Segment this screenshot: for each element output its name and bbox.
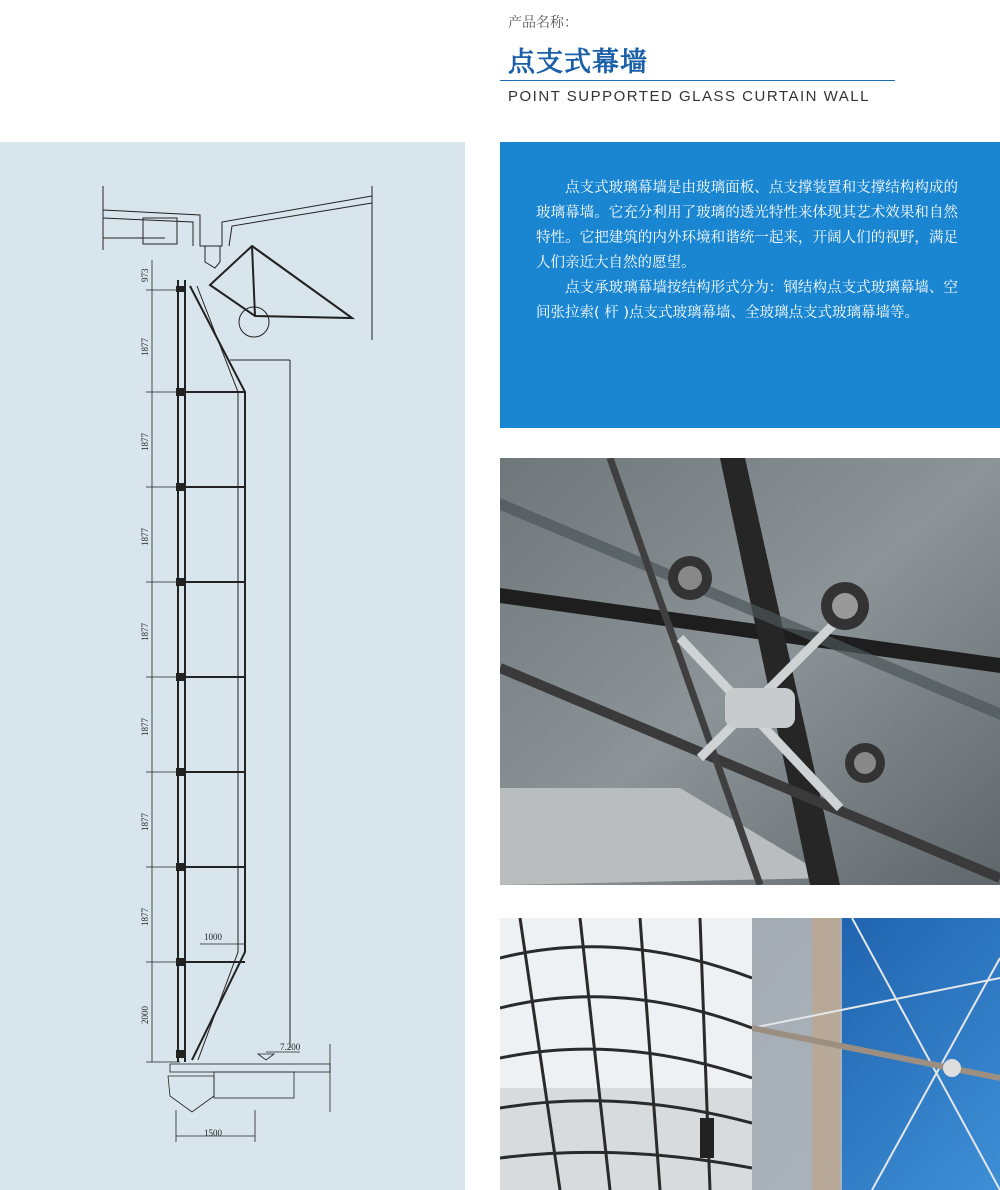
dim-label-9: 2000 [140,1006,150,1024]
spider-fitting-photo [500,458,1000,885]
dim-label-6: 1877 [140,718,150,736]
description-paragraph-1: 点支式玻璃幕墙是由玻璃面板、点支撑装置和支撑结构构成的玻璃幕墙。它充分利用了玻璃的透光特性来体现其艺术效果和自然特性。它把建筑的内外环境和谐统一起来，开阔人们的视野，满足人们亲近大自然的愿望。 [536,180,958,271]
base-label: 1500 [204,1128,222,1138]
product-subtitle: POINT SUPPORTED GLASS CURTAIN WALL [508,88,870,105]
dim-label-3: 1877 [140,433,150,451]
dim-label-1: 973 [140,268,150,282]
dim-label-2: 1877 [140,338,150,356]
glass-dome-photo [500,918,752,1190]
dim-label-7: 1877 [140,813,150,831]
description-box [500,142,1000,428]
product-label: 产品名称： [508,15,578,31]
elevation-label: 7.200 [280,1042,301,1052]
section-drawing [0,142,465,1190]
description-paragraph-2: 点支承玻璃幕墙按结构形式分为：钢结构点支式玻璃幕墙、空间张拉索( 杆 )点支式玻璃幕墙、全玻璃点支式玻璃幕墙等。 [536,280,958,321]
cable-wall-photo [752,918,1000,1190]
product-title: 点支式幕墙 [508,47,648,78]
dim-label-8: 1877 [140,908,150,926]
dim-label-5: 1877 [140,623,150,641]
construction-drawing-panel [0,142,465,1190]
header-divider [500,80,895,81]
dim-label-4: 1877 [140,528,150,546]
width-label: 1000 [204,932,222,942]
